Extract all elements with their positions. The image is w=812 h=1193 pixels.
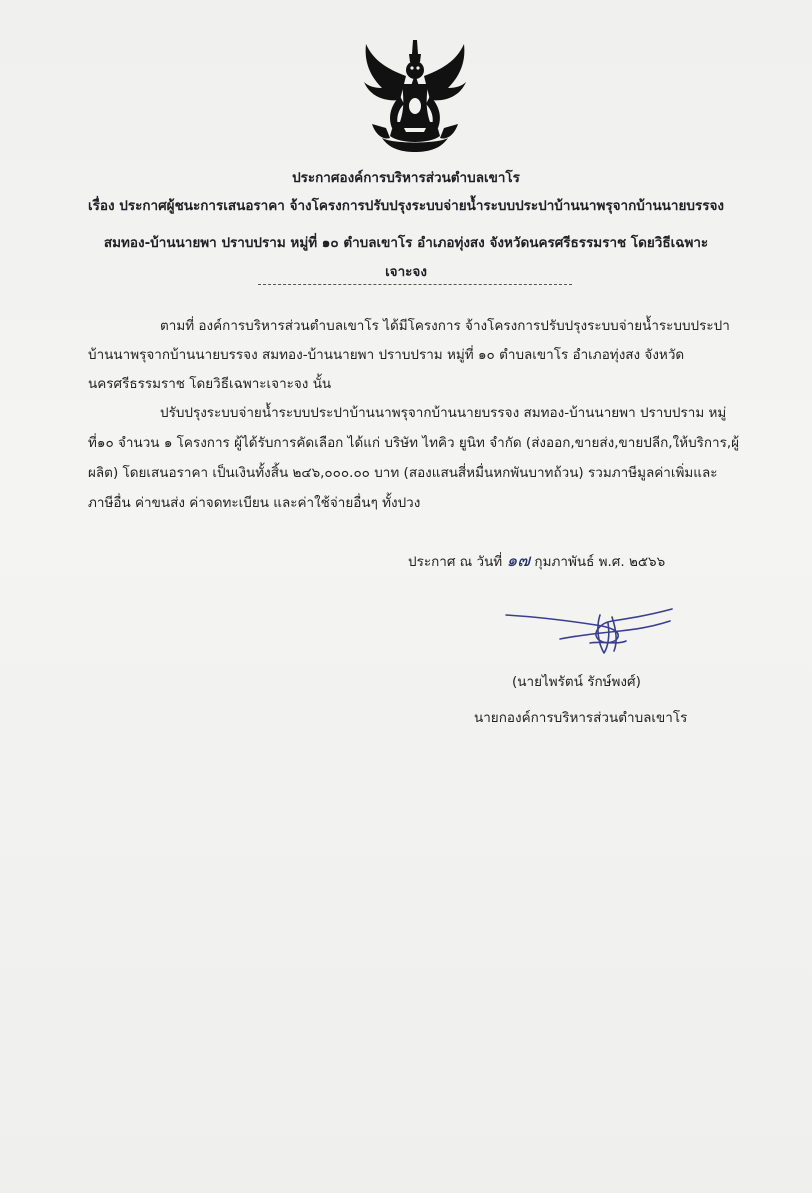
body-paragraph-line: ผลิต) โดยเสนอราคา เป็นเงินทั้งสิ้น ๒๔๖,๐๐๐.๐๐ บาท (สองแสนสี่หมื่นหกพันบาทถ้วน) รวมภาษีมูลค่าเพิ่มและ [88, 465, 718, 481]
subject-line: เจาะจง [385, 264, 427, 280]
page-title: ประกาศองค์การบริหารส่วนตำบลเขาโร [292, 170, 520, 186]
dashed-divider [258, 284, 572, 285]
date-prefix: ประกาศ ณ วันที่ [408, 554, 503, 570]
body-paragraph-line: ภาษีอื่น ค่าขนส่ง ค่าจดทะเบียน และค่าใช้จ่ายอื่นๆ ทั้งปวง [88, 495, 421, 511]
date-day-handwritten: ๑๗ [506, 551, 531, 571]
subject-line: สมทอง-บ้านนายพา ปราบปราม หมู่ที่ ๑๐ ตำบลเขาโร อำเภอทุ่งสง จังหวัดนครศรีธรรมราช โดยวิธีเฉพาะ [103, 235, 709, 251]
body-paragraph-line: ปรับปรุงระบบจ่ายน้ำระบบประปาบ้านนาพรุจากบ้านนายบรรจง สมทอง-บ้านนายพา ปราบปราม หมู่ [160, 405, 727, 421]
signatory-position: นายกองค์การบริหารส่วนตำบลเขาโร [474, 710, 688, 726]
garuda-emblem-icon [360, 40, 470, 152]
body-paragraph-line: ที่๑๐ จำนวน ๑ โครงการ ผู้ได้รับการคัดเลือก ได้แก่ บริษัท ไทคิว ยูนิท จำกัด (ส่งออก,ขายส่ง,ขายปลีก,ให้บริการ,ผู้ [88, 435, 740, 451]
body-paragraph-line: บ้านนาพรุจากบ้านนายบรรจง สมทอง-บ้านนายพา ปราบปราม หมู่ที่ ๑๐ ตำบลเขาโร อำเภอทุ่งสง จังหวัด [88, 347, 685, 363]
date-suffix: กุมภาพันธ์ พ.ศ. ๒๕๖๖ [534, 554, 666, 570]
signatory-name: (นายไพรัตน์ รักษ์พงศ์) [512, 674, 641, 690]
subject-line: เรื่อง ประกาศผู้ชนะการเสนอราคา จ้างโครงการปรับปรุงระบบจ่ายน้ำระบบประปาบ้านนาพรุจากบ้านนายบรรจง [88, 198, 724, 214]
handwritten-signature-icon [500, 595, 680, 665]
announcement-date [408, 547, 665, 574]
body-paragraph-line: นครศรีธรรมราช โดยวิธีเฉพาะเจาะจง นั้น [88, 376, 332, 392]
body-paragraph-line: ตามที่ องค์การบริหารส่วนตำบลเขาโร ได้มีโครงการ จ้างโครงการปรับปรุงระบบจ่ายน้ำระบบประปา [160, 318, 730, 334]
